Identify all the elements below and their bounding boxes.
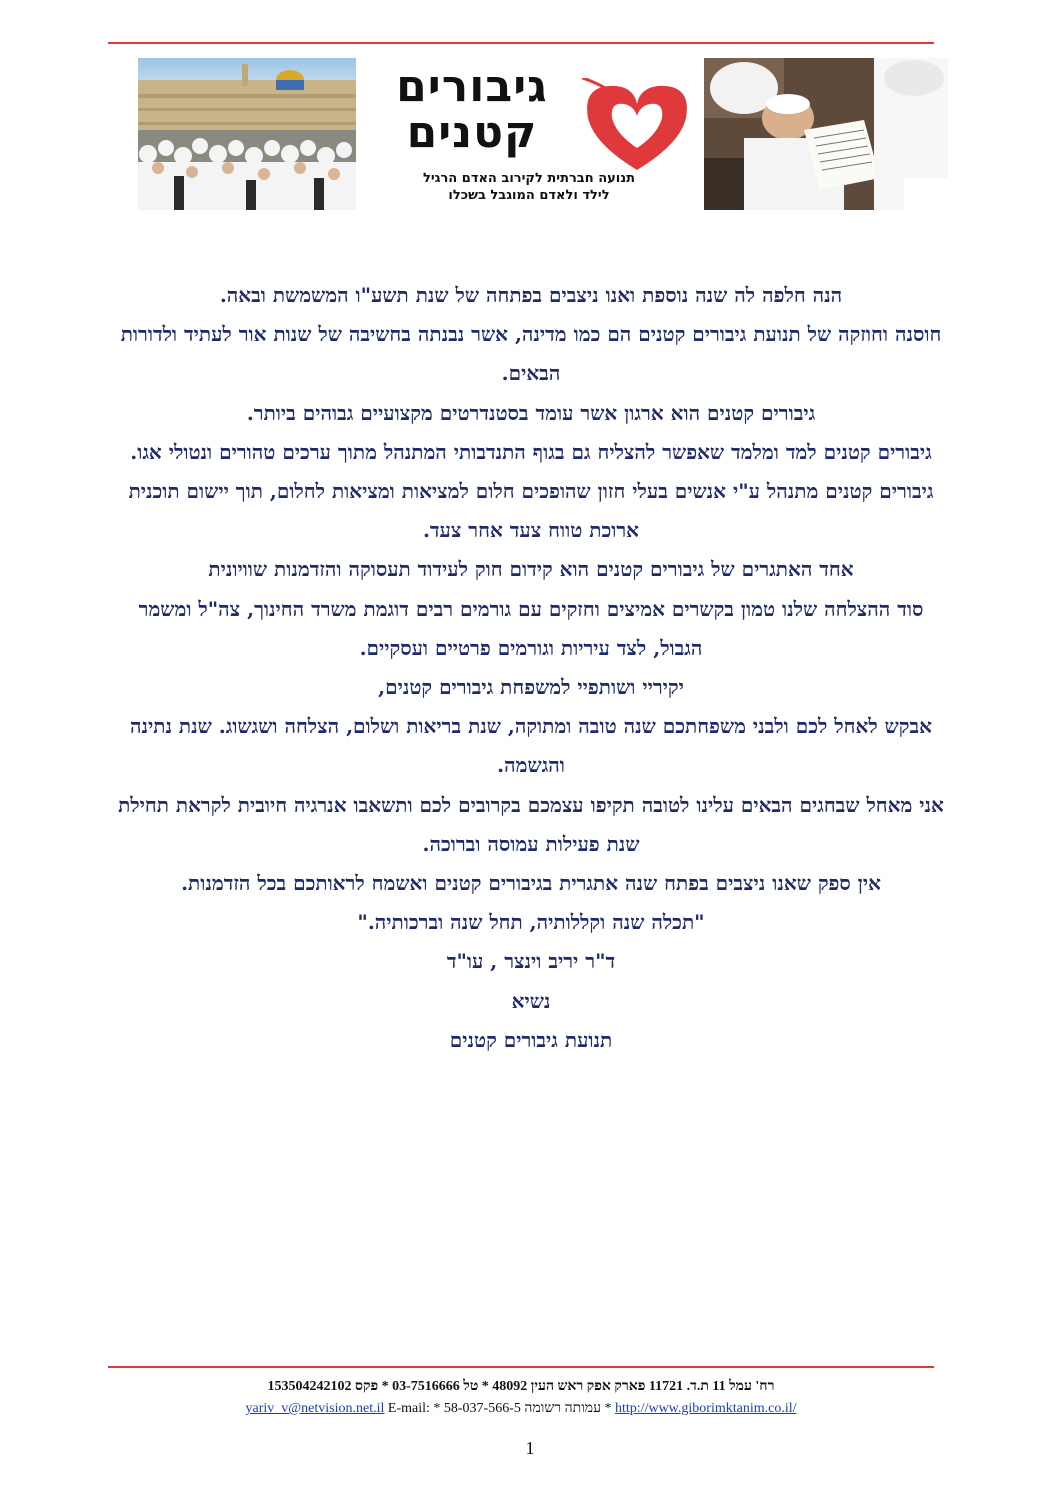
paragraph-standards: גיבורים קטנים הוא ארגון אשר עומד בסטנדרטים מקצועיים גבוהים ביותר. — [246, 400, 816, 425]
letterhead — [138, 58, 948, 210]
logo-title-line1: גיבורים — [396, 61, 548, 112]
footer — [108, 1376, 934, 1420]
footer-address: רח' עמל 11 ת.ד. 11721 פארק אפק ראש העין 48092 * טל 03-7516666 * פקס 153504242102 — [267, 1379, 775, 1394]
paragraph-vision: גיבורים קטנים מתנהל ע"י אנשים בעלי חזון שהופכים חלום למציאות ומציאות לחלום, תוך יישום תוכנית ארוכת טווח צעד אחר צעד. — [128, 479, 934, 543]
paragraph-employment-law: אחד האתגרים של גיבורים קטנים הוא קידום חוק לעידוד תעסוקה והזדמנות שוויונית — [208, 557, 854, 582]
logo-tagline — [364, 170, 694, 204]
footer-email-label: E-mail: — [387, 1401, 430, 1416]
paragraph-salutation: יקיריי ושותפיי למשפחת גיבורים קטנים, — [378, 675, 684, 700]
footer-divider — [108, 1366, 934, 1368]
paragraph-new-year: הנה חלפה לה שנה נוספת ואנו ניצבים בפתחה של שנת תשע"ו המשמשת ובאה. — [219, 283, 843, 307]
signature-name: ד"ר יריב וינצר , עו"ד — [446, 949, 616, 974]
footer-contacts — [108, 1398, 934, 1420]
western-wall-crowd-photo — [138, 58, 356, 210]
giborim-ktanim-logo — [360, 58, 700, 210]
letter-body — [118, 276, 944, 1060]
logo-title — [362, 61, 582, 158]
header-divider — [108, 42, 934, 44]
signature-organization: תנועת גיבורים קטנים — [449, 1027, 613, 1052]
paragraph-holidays: אני מאחל שבחגים הבאים עלינו לטובה תקיפו עצמכם בקרובים לכם ותשאבו אנרגיה חיובית לקראת תחילת שנת פעילות עמוסה וברוכה. — [118, 792, 944, 856]
paragraph-partnerships: סוד ההצלחה שלנו טמון בקשרים אמיצים וחזקים עם גורמים רבים דוגמת משרד החינוך, צה"ל ומשמר הגבול, לצד עיריות וגורמים פרטיים ועסקיים. — [138, 596, 924, 660]
signature-role: נשיא — [511, 988, 551, 1013]
paragraph-volunteer-body: גיבורים קטנים למד ומלמד שאפשר להצליח גם בגוף התנדבותי המתנהל מתוך ערכים טהורים ונטולי אגו. — [130, 439, 932, 464]
boys-reading-photo — [704, 58, 948, 210]
paragraph-wishes: אבקש לאחל לכם ולבני משפחתכם שנה טובה ומתוקה, שנת בריאות ושלום, הצלחה ושגשוג. שנת נתינה והגשמה. — [130, 714, 932, 778]
page-number: 1 — [525, 1438, 535, 1458]
paragraph-strength: חוסנה וחוזקה של תנועת גיבורים קטנים הם כמו מדינה, אשר נבנתה בחשיבה של שנות אור לעתיד ולדורות הבאים. — [120, 322, 942, 386]
logo-title-line2: קטנים — [406, 107, 538, 158]
heart-logo-icon — [582, 78, 692, 174]
footer-website-link[interactable]: http://www.giborimktanim.co.il/ — [615, 1401, 797, 1416]
logo-tagline-line1: תנועה חברתית לקירוב האדם הרגיל — [422, 171, 636, 186]
footer-email-link[interactable]: yariv_v@netvision.net.il — [245, 1401, 385, 1416]
paragraph-challenge: אין ספק שאנו ניצבים בפתח שנה אתגרית בגיבורים קטנים ואשמח לראותכם בכל הזדמנות. — [181, 871, 881, 896]
logo-tagline-line2: לילד ולאדם המוגבל בשכלו — [448, 188, 610, 203]
footer-registration: * עמותה רשומה 58-037-566-5 * — [433, 1401, 612, 1416]
paragraph-blessing: "תכלה שנה וקללותיה, תחל שנה וברכותיה." — [357, 910, 705, 935]
